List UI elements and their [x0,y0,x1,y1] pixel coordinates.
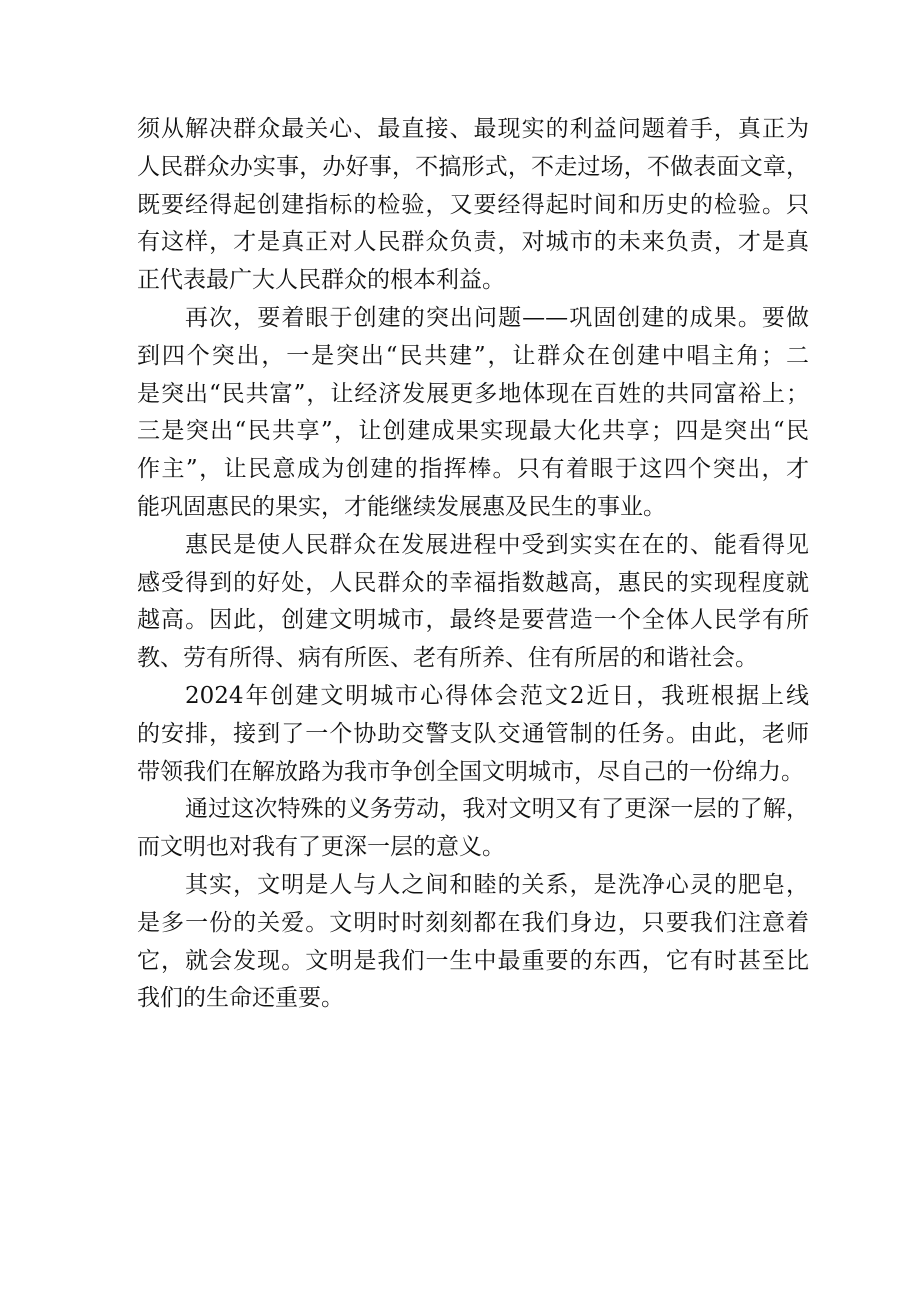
paragraph-line: 2024年创建文明城市心得体会范文2近日，我班根据上线 [185,682,809,709]
paragraph-line: 有这样，才是真正对人民群众负责，对城市的未来负责，才是真 [137,229,809,256]
paragraph-line: 教、劳有所得、病有所医、老有所养、住有所居的和谐社会。 [137,645,758,672]
paragraph-line: 它，就会发现。文明是我们一生中最重要的东西，它有时甚至比 [137,947,809,974]
paragraph-line: 正代表最广大人民群众的根本利益。 [137,267,505,294]
paragraph-line: 是多一份的关爱。文明时时刻刻都在我们身边，只要我们注意着 [137,909,809,936]
paragraph-line: 越高。因此，创建文明城市，最终是要营造一个全体人民学有所 [137,607,809,634]
paragraph-line: 带领我们在解放路为我市争创全国文明城市，尽自己的一份绵力。 [137,758,804,785]
paragraph-line: 其实，文明是人与人之间和睦的关系，是洗净心灵的肥皂， [185,871,809,898]
paragraph-line: 到四个突出，一是突出“民共建”，让群众在创建中唱主角；二 [137,342,809,369]
paragraph-3 [137,527,809,678]
paragraph-line: 既要经得起创建指标的检验，又要经得起时间和历史的检验。只 [137,191,809,218]
paragraph-line: 通过这次特殊的义务劳动，我对文明又有了更深一层的了解， [185,796,809,823]
paragraph-4 [137,678,809,791]
paragraph-line: 人民群众办实事，办好事，不搞形式，不走过场，不做表面文章， [137,153,809,180]
paragraph-line: 是突出“民共富”，让经济发展更多地体现在百姓的共同富裕上； [137,380,809,407]
paragraph-line: 感受得到的好处，人民群众的幸福指数越高，惠民的实现程度就 [137,569,809,596]
paragraph-2 [137,300,809,527]
paragraph-line: 再次，要着眼于创建的突出问题——巩固创建的成果。要做 [185,304,809,331]
paragraph-5 [137,791,809,867]
paragraph-line: 须从解决群众最关心、最直接、最现实的利益问题着手，真正为 [137,116,809,142]
paragraph-6 [137,867,809,1018]
paragraph-line: 的安排，接到了一个协助交警支队交通管制的任务。由此，老师 [137,720,809,747]
paragraph-line: 三是突出“民共享”，让创建成果实现最大化共享；四是突出“民 [137,418,809,445]
paragraph-line: 而文明也对我有了更深一层的意义。 [137,834,505,861]
paragraph-line: 作主”，让民意成为创建的指挥棒。只有着眼于这四个突出，才 [137,456,809,483]
paragraph-1 [137,111,809,300]
paragraph-line: 能巩固惠民的果实，才能继续发展惠及民生的事业。 [137,493,666,520]
document-page [137,111,809,1018]
paragraph-line: 我们的生命还重要。 [137,985,344,1012]
paragraph-line: 惠民是使人民群众在发展进程中受到实实在在的、能看得见 [185,531,809,558]
